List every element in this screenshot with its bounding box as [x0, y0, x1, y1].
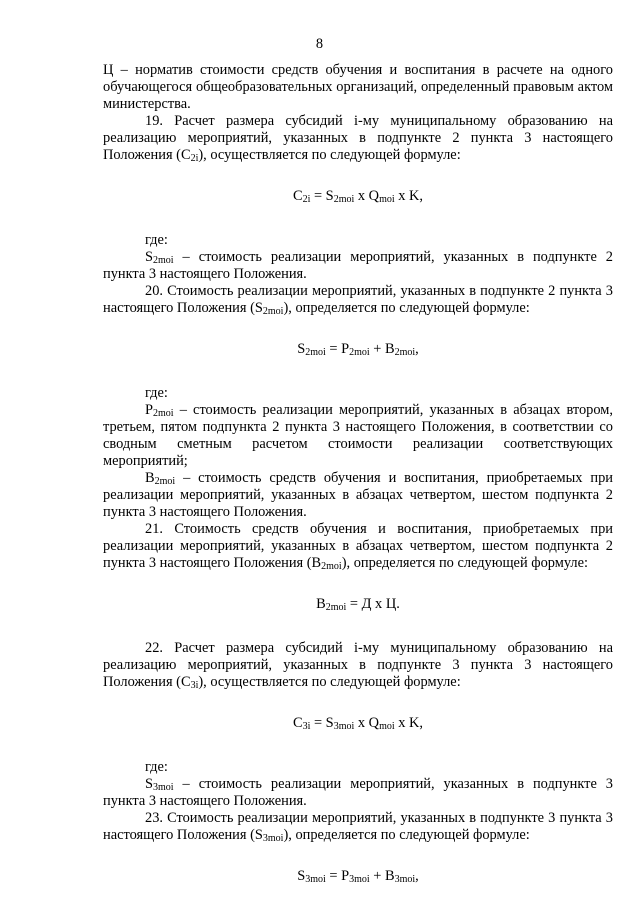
formula-s3moi: $S_{3moi} = P_{3moi} + B_{3moi}$,: [297, 868, 419, 885]
subscript: 2moi: [394, 347, 416, 358]
where-label: где:: [145, 232, 168, 248]
subscript: 2i: [302, 194, 311, 205]
subscript: 3i: [190, 680, 199, 691]
subscript: 2moi: [349, 347, 370, 358]
subscript: 3moi: [349, 874, 370, 885]
clause-23: 23. Стоимость реализации мероприятий, указанных в подпункте 3 пункта 3 настоящего Положения $(S_{3moi})$, определяется по следующей формуле:: [103, 810, 613, 844]
subscript: 2i: [190, 153, 199, 164]
subscript: 3i: [302, 721, 311, 732]
subscript: 2moi: [153, 255, 174, 266]
subscript: 3moi: [262, 833, 284, 844]
subscript: 2moi: [305, 347, 326, 358]
subscript: 3moi: [153, 782, 174, 793]
definition-normative-cost: Ц – норматив стоимости средств обучения и воспитания в расчете на одного обучающегося общеобразовательных организаций, определенный правовым актом министерства.: [103, 62, 613, 112]
subscript: 2moi: [154, 476, 176, 487]
subscript: moi: [379, 721, 395, 732]
clause-21: 21. Стоимость средств обучения и воспитания, приобретаемых при реализации мероприятий, указанных в абзацах четвертом, шестом подпункта 2 пункта 3 настоящего Положения $(B_{2moi})$, определяется по следующей формуле:: [103, 521, 613, 572]
formula-b2moi: $B_{2moi} = Д$ x Ц.: [316, 596, 400, 613]
subscript: moi: [379, 194, 395, 205]
where-label: где:: [145, 385, 168, 401]
definition-s3moi: $S_{3moi}$ – стоимость реализации мероприятий, указанных в подпункте 3 пункта 3 настоящего Положения.: [103, 776, 613, 809]
definition-s2moi: $S_{2moi}$ – стоимость реализации мероприятий, указанных в подпункте 2 пункта 3 настоящего Положения.: [103, 249, 613, 282]
clause-22: 22. Расчет размера субсидий i-му муниципальному образованию на реализацию мероприятий, указанных в подпункте 3 пункта 3 настоящего Положения $(С_{3i})$, осуществляется по следующей формуле:: [103, 640, 613, 691]
subscript: 3moi: [333, 721, 355, 732]
subscript: 3moi: [394, 874, 416, 885]
definition-b2moi: $B_{2moi}$ – стоимость средств обучения и воспитания, приобретаемых при реализации мероприятий, указанных в абзацах четвертом, шестом подпункта 2 пункта 3 настоящего Положения.: [103, 470, 613, 520]
subscript: 3moi: [305, 874, 326, 885]
formula-c2i: $С_{2i} = S_{2moi}$ x $Q_{moi}$ x K,: [292, 188, 424, 205]
subscript: 2moi: [325, 602, 347, 613]
subscript: 2moi: [153, 408, 174, 419]
clause-19: 19. Расчет размера субсидий i-му муниципальному образованию на реализацию мероприятий, указанных в подпункте 2 пункта 3 настоящего Положения $(С_{2i})$, осуществляется по следующей формуле:: [103, 113, 613, 164]
formula-c3i: $С_{3i} = S_{3moi}$ x $Q_{moi}$ x K,: [292, 715, 424, 732]
subscript: 2moi: [333, 194, 355, 205]
where-label: где:: [145, 759, 168, 775]
definition-p2moi: $P_{2moi}$ – стоимость реализации мероприятий, указанных в абзацах втором, третьем, пятом подпункта 2 пункта 3 настоящего Положения, в соответствии со сводным сметным расчетом стоимости реализации соответствующих мероприятий;: [103, 402, 613, 469]
document-body: [103, 62, 613, 885]
page-number: 8: [315, 36, 324, 52]
clause-20: 20. Стоимость реализации мероприятий, указанных в подпункте 2 пункта 3 настоящего Положения $(S_{2moi})$, определяется по следующей формуле:: [103, 283, 613, 317]
subscript: 2moi: [321, 561, 342, 572]
subscript: 2moi: [262, 306, 284, 317]
formula-s2moi: $S_{2moi} = P_{2moi} + B_{2moi}$,: [297, 341, 419, 358]
